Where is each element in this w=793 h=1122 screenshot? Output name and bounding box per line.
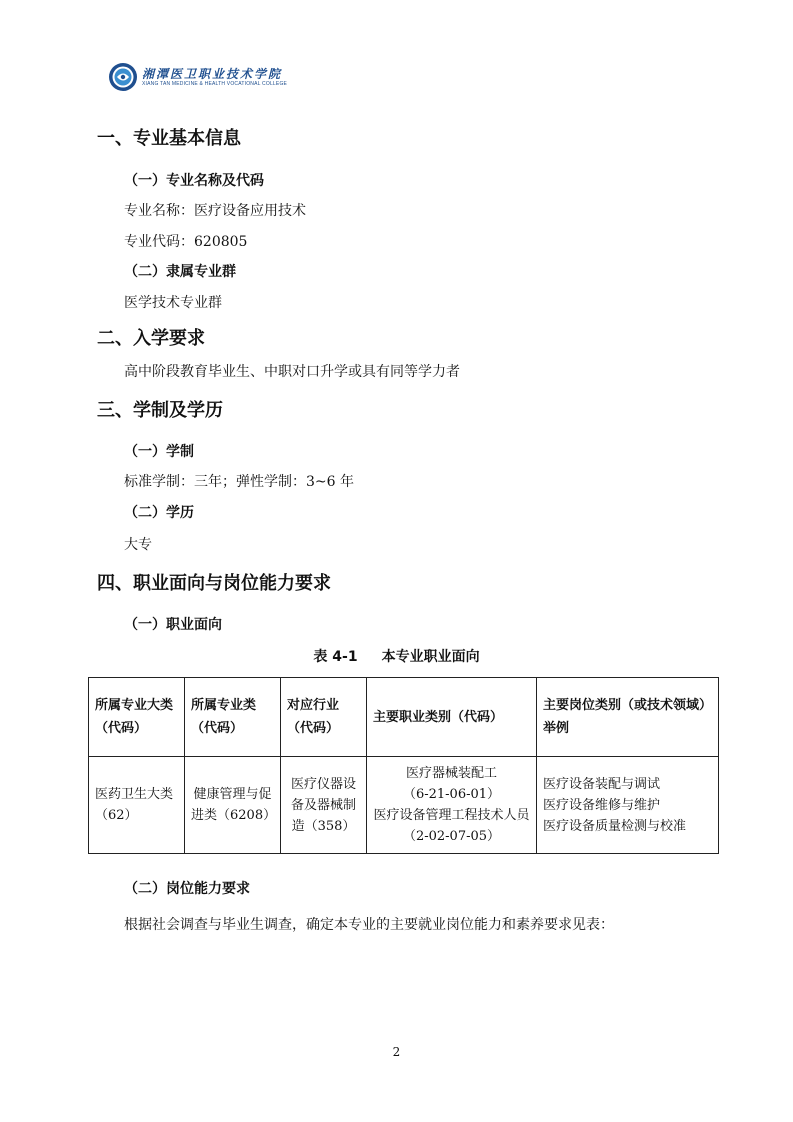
position-line: 医疗设备装配与调试 [543,776,661,792]
study-duration: 标准学制：三年；弹性学制：3~6 年 [124,474,354,490]
occupation-line: （6-21-06-01） [402,787,501,802]
section-3-sub1-title: （一）学制 [124,444,194,460]
cell-occupation [367,757,537,854]
cell-major-class: 健康管理与促进类（6208） [185,757,281,854]
table-row [89,757,719,854]
header-major-class: 所属专业类（代码） [185,678,281,757]
occupation-table [88,677,719,854]
table-caption-number: 表 4-1 [313,649,358,665]
cell-positions [537,757,719,854]
section-1-sub2-title: （二）隶属专业群 [124,264,236,280]
major-group: 医学技术专业群 [124,295,222,311]
section-4-title: 四、职业面向与岗位能力要求 [97,573,331,594]
section-2-title: 二、入学要求 [97,328,205,349]
major-name: 专业名称：医疗设备应用技术 [124,203,306,219]
logo-chinese-name: 湘潭医卫职业技术学院 [142,66,283,81]
admission-requirement: 高中阶段教育毕业生、中职对口升学或具有同等学力者 [124,364,460,380]
section-1-title: 一、专业基本信息 [97,128,241,149]
table-caption [0,647,793,667]
section-3-sub2-title: （二）学历 [124,505,194,521]
header-major-category: 所属专业大类（代码） [89,678,185,757]
college-emblem-icon [108,62,138,92]
header-industry: 对应行业（代码） [281,678,367,757]
section-1-sub1-title: （一）专业名称及代码 [124,173,264,189]
occupation-line: 医疗器械装配工 [405,766,497,781]
job-ability-intro: 根据社会调查与毕业生调查，确定本专业的主要就业岗位能力和素养要求见表： [124,917,614,933]
major-code: 专业代码：620805 [124,234,248,250]
cell-industry: 医疗仪器设备及器械制造（358） [281,757,367,854]
section-4-sub1-title: （一）职业面向 [124,617,222,633]
section-4-sub2-title: （二）岗位能力要求 [124,881,250,897]
header-positions: 主要岗位类别（或技术领域）举例 [537,678,719,757]
section-3-title: 三、学制及学历 [97,400,223,421]
college-logo [108,62,287,92]
table-header-row [89,678,719,757]
table-caption-title: 本专业职业面向 [381,649,480,665]
header-occupation: 主要职业类别（代码） [367,678,537,757]
degree: 大专 [124,537,152,553]
occupation-line: 医疗设备管理工程技术人员（2-02-07-05） [373,808,530,844]
position-line: 医疗设备维修与维护 [543,797,661,813]
cell-major-category: 医药卫生大类（62） [89,757,185,854]
position-line: 医疗设备质量检测与校准 [543,818,687,834]
page-number: 2 [392,1045,401,1059]
logo-english-name: XIANG TAN MEDICINE & HEALTH VOCATIONAL COLLEGE [142,80,288,87]
